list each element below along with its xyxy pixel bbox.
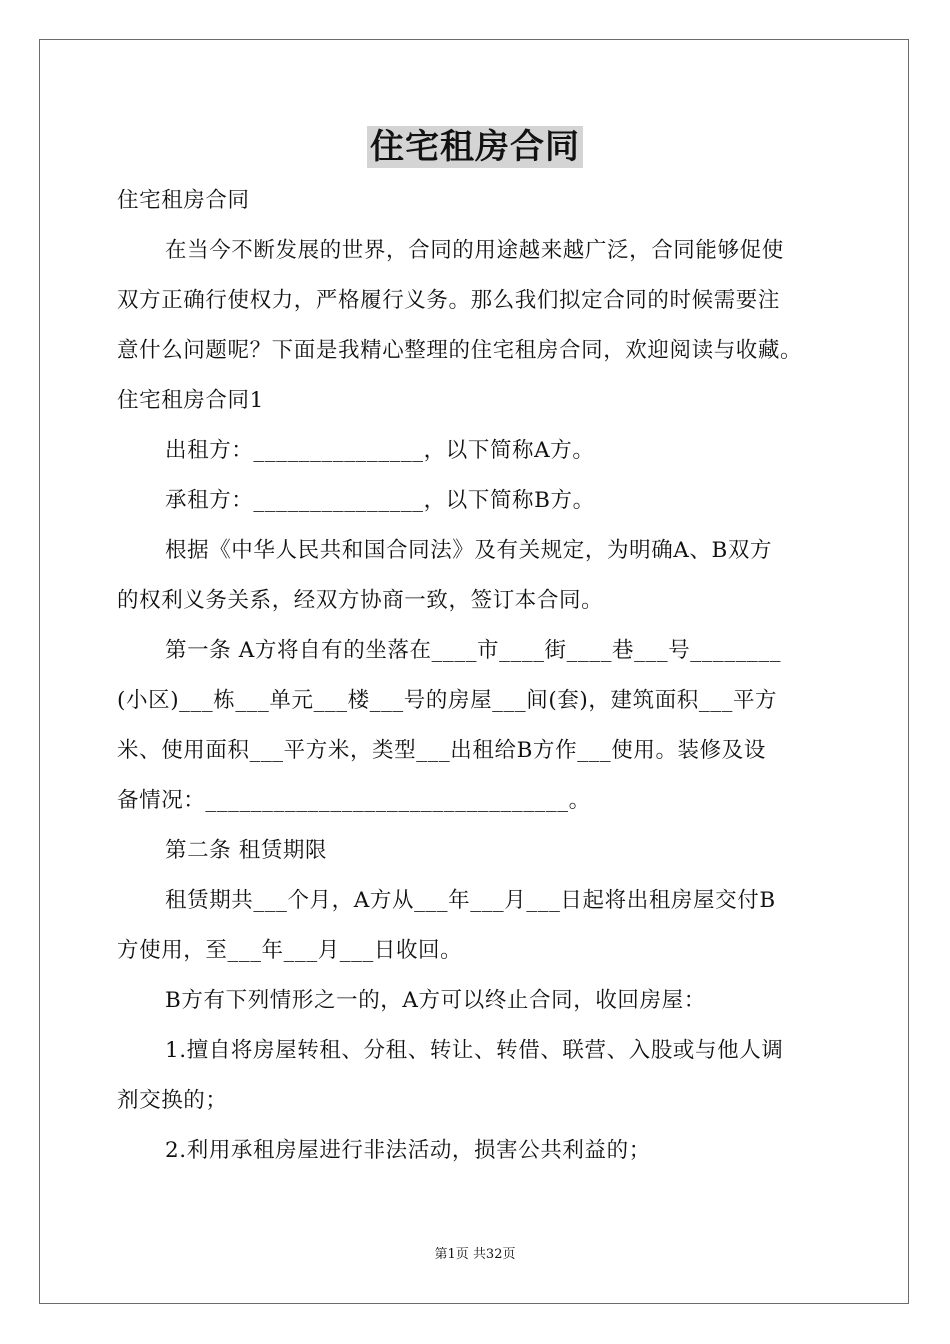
- body-line: 住宅租房合同1: [117, 388, 264, 413]
- body-line: 住宅租房合同: [117, 188, 250, 213]
- body-line: 第二条 租赁期限: [165, 838, 328, 863]
- body-line: 租赁期共___个月，A方从___年___月___日起将出租房屋交付B: [165, 888, 776, 913]
- body-line: 承租方：_______________，以下简称B方。: [165, 488, 595, 513]
- body-line: 方使用，至___年___月___日收回。: [117, 938, 463, 963]
- body-line: 出租方：_______________，以下简称A方。: [165, 438, 595, 463]
- page-footer: 第1页 共32页: [434, 1247, 516, 1262]
- body-line: 剂交换的；: [117, 1088, 228, 1113]
- title-container: [0, 126, 950, 168]
- body-line: 第一条 A方将自有的坐落在____市____街____巷___号________: [165, 638, 782, 663]
- body-line: 在当今不断发展的世界，合同的用途越来越广泛，合同能够促使: [165, 238, 784, 263]
- body-line: 根据《中华人民共和国合同法》及有关规定，为明确A、B双方: [165, 538, 773, 563]
- body-line: 备情况：________________________________。: [117, 788, 591, 813]
- body-line: (小区)___栋___单元___楼___号的房屋___间(套)，建筑面积___平方: [117, 688, 778, 713]
- body-line: 的权利义务关系，经双方协商一致，签订本合同。: [117, 588, 604, 613]
- document-body: [117, 176, 845, 1176]
- body-line: 2.利用承租房屋进行非法活动，损害公共利益的；: [165, 1138, 651, 1163]
- document-title: 住宅租房合同: [367, 126, 583, 168]
- body-line: 双方正确行使权力，严格履行义务。那么我们拟定合同的时候需要注: [117, 288, 781, 313]
- body-line: 1.擅自将房屋转租、分租、转让、转借、联营、入股或与他人调: [165, 1038, 784, 1063]
- body-line: 意什么问题呢？下面是我精心整理的住宅租房合同，欢迎阅读与收藏。: [117, 338, 803, 363]
- body-line: 米、使用面积___平方米，类型___出租给B方作___使用。装修及设: [117, 738, 766, 763]
- body-line: B方有下列情形之一的，A方可以终止合同，收回房屋：: [165, 988, 706, 1013]
